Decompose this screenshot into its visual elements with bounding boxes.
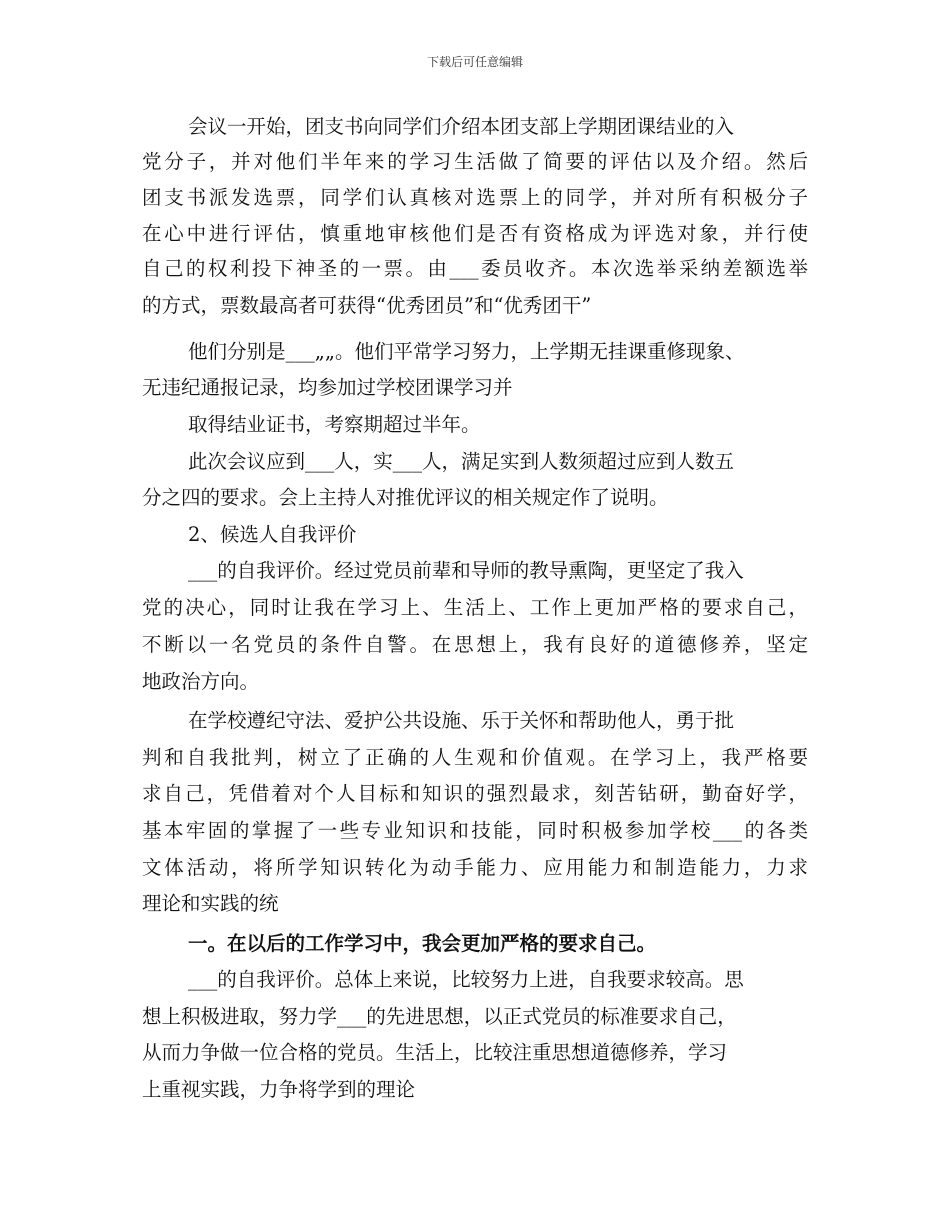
text-line: 不断以一名党员的条件自警。在思想上，我有良好的道德修养，坚定: [142, 633, 808, 656]
text-line: ___的自我评价。经过党员前辈和导师的教导熏陶，更坚定了我入: [188, 559, 744, 582]
text-line: 他们分别是___„„。他们平常学习努力，上学期无挂课重修现象、: [188, 340, 745, 363]
text-line: ___的自我评价。总体上来说，比较努力上进，自我要求较高。思: [188, 968, 744, 991]
bold-statement: 一。在以后的工作学习中，我会更加严格的要求自己。: [188, 932, 657, 955]
text-line: 无违纪通报记录，均参加过学校团课学习并: [142, 376, 513, 399]
text-line: 自己的权利投下神圣的一票。由___委员收齐。本次选举采纳差额选举: [142, 257, 808, 280]
text-line: 地政治方向。: [142, 670, 260, 693]
text-line: 想上积极进取，努力学___的先进思想，以正式党员的标准要求自己，: [142, 1005, 737, 1028]
text-line: 此次会议应到___人，实___人，满足实到人数须超过应到人数五: [188, 450, 735, 473]
text-line: 分之四的要求。会上主持人对推优评议的相关规定作了说明。: [142, 486, 669, 509]
text-line: 基本牢固的掌握了一些专业知识和技能，同时积极参加学校___的各类: [142, 819, 808, 842]
text-line: 判和自我批判，树立了正确的人生观和价值观。在学习上，我严格要: [142, 746, 808, 769]
section-heading: 2、候选人自我评价: [188, 523, 357, 546]
text-line: 在学校遵纪守法、爱护公共设施、乐于关怀和帮助他人，勇于批: [188, 709, 735, 732]
text-line: 取得结业证书，考察期超过半年。: [188, 413, 481, 436]
text-line: 团支书派发选票，同学们认真核对选票上的同学，并对所有积极分子: [142, 186, 808, 209]
text-line: 文体活动，将所学知识转化为动手能力、应用能力和制造能力，力求: [142, 856, 808, 879]
text-line: 党的决心，同时让我在学习上、生活上、工作上更加严格的要求自己，: [142, 596, 808, 619]
text-line: 党分子，并对他们半年来的学习生活做了简要的评估以及介绍。然后: [142, 150, 808, 173]
text-line: 理论和实践的统: [142, 892, 279, 915]
header-note: 下载后可任意编辑: [426, 55, 523, 69]
text-line: 会议一开始，团支书向同学们介绍本团支部上学期团课结业的入: [188, 115, 735, 138]
text-line: 从而力争做一位合格的党员。生活上，比较注重思想道德修养，学习: [142, 1041, 728, 1064]
text-line: 上重视实践，力争将学到的理论: [142, 1078, 416, 1101]
text-line: 在心中进行评估，慎重地审核他们是否有资格成为评选对象，并行使: [142, 222, 808, 245]
text-line: 求自己，凭借着对个人目标和知识的强烈最求，刻苦钻研，勤奋好学，: [142, 782, 808, 805]
text-line: 的方式，票数最高者可获得“优秀团员”和“优秀团干”: [142, 294, 592, 317]
